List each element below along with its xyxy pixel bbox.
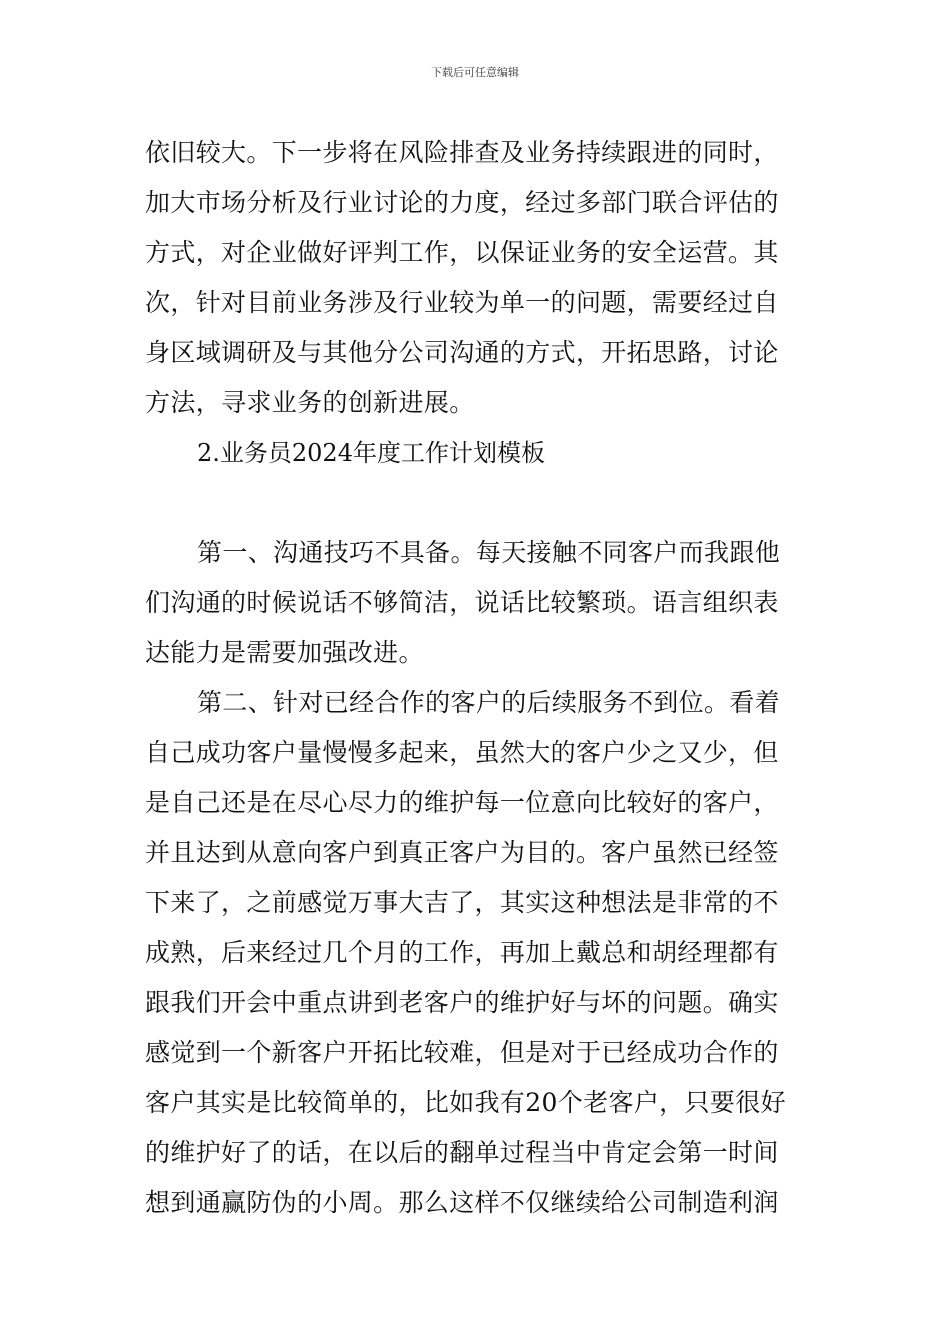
text-line: 成熟，后来经过几个月的工作，再加上戴总和胡经理都有 bbox=[145, 938, 779, 967]
text-line: 身区域调研及与其他分公司沟通的方式，开拓思路，讨论 bbox=[145, 338, 779, 367]
text-line: 方法，寻求业务的创新进展。 bbox=[145, 388, 475, 417]
paragraph-continuation bbox=[145, 128, 810, 428]
text-line: 是自己还是在尽心尽力的维护每一位意向比较好的客户， bbox=[145, 788, 779, 817]
text-line: 们沟通的时候说话不够简洁，说话比较繁琐。语言组织表 bbox=[145, 588, 779, 617]
text-line: 方式，对企业做好评判工作，以保证业务的安全运营。其 bbox=[145, 238, 779, 267]
text-line: 第二、针对已经合作的客户的后续服务不到位。看着 bbox=[197, 688, 781, 717]
text-line: 下来了，之前感觉万事大吉了，其实这种想法是非常的不 bbox=[145, 888, 779, 917]
text-line: 第一、沟通技巧不具备。每天接触不同客户而我跟他 bbox=[197, 538, 781, 567]
text-line: 并且达到从意向客户到真正客户为目的。客户虽然已经签 bbox=[145, 838, 779, 867]
section-title: 2.业务员2024年度工作计划模板 bbox=[197, 439, 545, 467]
text-line: 依旧较大。下一步将在风险排查及业务持续跟进的同时， bbox=[145, 138, 779, 167]
text-line: 加大市场分析及行业讨论的力度，经过多部门联合评估的 bbox=[145, 188, 779, 217]
text-line: 客户其实是比较简单的，比如我有20个老客户，只要很好 bbox=[145, 1088, 786, 1117]
blank-line bbox=[145, 478, 810, 528]
document-body bbox=[145, 128, 810, 1228]
text-line: 想到通赢防伪的小周。那么这样不仅继续给公司制造利润 bbox=[145, 1188, 779, 1217]
paragraph-followup-service bbox=[145, 678, 810, 1228]
text-line: 达能力是需要加强改进。 bbox=[145, 638, 424, 667]
text-line: 的维护好了的话，在以后的翻单过程当中肯定会第一时间 bbox=[145, 1138, 779, 1167]
text-line: 感觉到一个新客户开拓比较难，但是对于已经成功合作的 bbox=[145, 1038, 779, 1067]
paragraph-communication bbox=[145, 528, 810, 678]
text-line: 自己成功客户量慢慢多起来，虽然大的客户少之又少，但 bbox=[145, 738, 779, 767]
text-line: 跟我们开会中重点讲到老客户的维护好与坏的问题。确实 bbox=[145, 988, 779, 1017]
text-line: 次，针对目前业务涉及行业较为单一的问题，需要经过自 bbox=[145, 288, 779, 317]
page-header-note: 下载后可任意编辑 bbox=[431, 66, 519, 79]
